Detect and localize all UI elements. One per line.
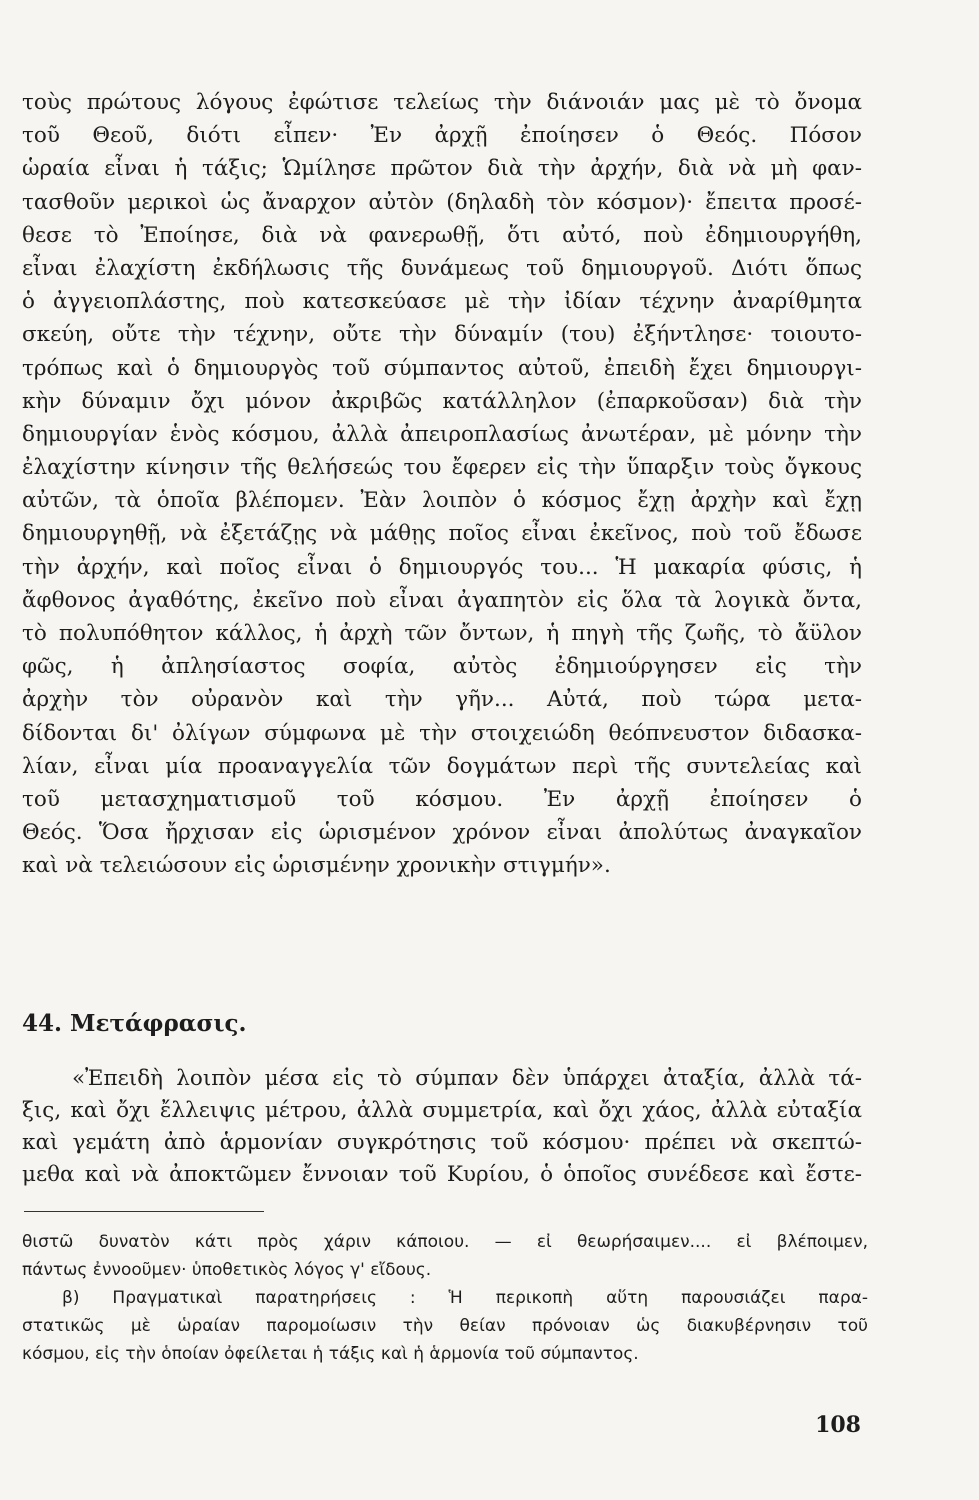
footnote-line: β) Πραγματικαὶ παρατηρήσεις : Ἡ περικοπὴ αὕτη παρουσιάζει παρα- [62,1288,868,1308]
text-line: ξις, καὶ ὄχι ἔλλειψις μέτρου, ἀλλὰ συμμετρία, καὶ ὄχι χάος, ἀλλὰ εὐταξία [22,1098,862,1123]
text-line: δημιουργηθῇ, νὰ ἐξετάζῃς νὰ μάθῃς ποῖος εἶναι ἐκεῖνος, ποὺ τοῦ ἔδωσε [22,521,862,547]
text-line: τὸ πολυπόθητον κάλλος, ἡ ἀρχὴ τῶν ὄντων, ἡ πηγὴ τῆς ζωῆς, τὸ ἄϋλον [22,621,862,646]
text-line: «Ἐπειδὴ λοιπὸν μέσα εἰς τὸ σύμπαν δὲν ὑπάρχει ἀταξία, ἀλλὰ τά- [72,1066,862,1091]
text-line: τὴν ἀρχήν, καὶ ποῖος εἶναι ὁ δημιουργός του... Ἡ μακαρία φύσις, ἡ [22,554,862,580]
text-line: Θεός. Ὅσα ἤρχισαν εἰς ὡρισμένον χρόνον εἶναι ἀπολύτως ἀναγκαῖον [22,820,862,846]
text-line: μεθα καὶ νὰ ἀποκτῶμεν ἔννοιαν τοῦ Κυρίου, ὁ ὁποῖος συνέδεσε καὶ ἔστε- [22,1162,862,1187]
text-line: καὶ νὰ τελειώσουν εἰς ὡρισμένην χρονικὴν στιγμήν». [22,853,611,879]
text-line: κὴν δύναμιν ὄχι μόνον ἀκριβῶς κατάλληλον (ἐπαρκοῦσαν) διὰ τὴν [22,388,862,414]
text-line: ὁ ἀγγειοπλάστης, ποὺ κατεσκεύασε μὲ τὴν ἰδίαν τέχνην ἀναρίθμητα [22,289,862,315]
footnote-line: κόσμου, εἰς τὴν ὁποίαν ὀφείλεται ἡ τάξις καὶ ἡ ἁρμονία τοῦ σύμπαντος. [22,1344,639,1364]
text-line: τοῦ Θεοῦ, διότι εἶπεν· Ἐν ἀρχῇ ἐποίησεν ὁ Θεός. Πόσον [22,123,862,149]
footnote-line: θιστῶ δυνατὸν κάτι πρὸς χάριν κάποιου. — εἰ θεωρήσαιμεν.... εἰ βλέποιμεν, [22,1232,868,1252]
text-line: εἶναι ἐλαχίστη ἐκδήλωσις τῆς δυνάμεως τοῦ δημιουργοῦ. Διότι ὅπως [22,255,862,281]
page-number: 108 [815,1412,861,1438]
text-line: δημιουργίαν ἑνὸς κόσμου, ἀλλὰ ἀπειροπλασίως ἀνωτέραν, μὲ μόνην τὴν [22,421,862,447]
translation-paragraph [22,1063,862,1191]
main-text-block [22,86,862,883]
text-line: φῶς, ἡ ἀπλησίαστος σοφία, αὐτὸς ἐδημιούργησεν εἰς τὴν [22,654,862,680]
text-line: τρόπως καὶ ὁ δημιουργὸς τοῦ σύμπαντος αὐτοῦ, ἐπειδὴ ἔχει δημιουργι- [22,355,862,381]
text-line: τοῦ μετασχηματισμοῦ τοῦ κόσμου. Ἐν ἀρχῇ ἐποίησεν ὁ [22,786,862,812]
text-line: ἀρχὴν τὸν οὐρανὸν καὶ τὴν γῆν... Αὐτά, ποὺ τώρα μετα- [22,687,862,713]
text-line: θεσε τὸ Ἐποίησε, διὰ νὰ φανερωθῇ, ὅτι αὐτό, ποὺ ἐδημιουργήθη, [22,222,862,248]
text-line: ἐλαχίστην κίνησιν τῆς θελήσεώς του ἔφερεν εἰς τὴν ὕπαρξιν τοὺς ὄγκους [22,455,862,481]
text-line: καὶ γεμάτη ἀπὸ ἁρμονίαν συγκρότησις τοῦ κόσμου· πρέπει νὰ σκεπτώ- [22,1130,862,1155]
footnote-line: πάντως ἐννοοῦμεν· ὑποθετικὸς λόγος γ' εἴδους. [22,1260,432,1280]
footnotes-block [22,1228,868,1368]
text-line: ἄφθονος ἀγαθότης, ἐκεῖνο ποὺ εἶναι ἀγαπητὸν εἰς ὅλα τὰ λογικὰ ὄντα, [22,587,862,613]
text-line: τασθοῦν μερικοὶ ὡς ἄναρχον αὐτὸν (δηλαδὴ τὸν κόσμον)· ἔπειτα προσέ- [22,189,862,215]
text-line: αὐτῶν, τὰ ὁποῖα βλέπομεν. Ἐὰν λοιπὸν ὁ κόσμος ἔχῃ ἀρχὴν καὶ ἔχῃ [22,488,862,514]
text-line: ὡραία εἶναι ἡ τάξις; Ὡμίλησε πρῶτον διὰ τὴν ἀρχήν, διὰ νὰ μὴ φαν- [22,156,862,182]
text-line: σκεύη, οὔτε τὴν τέχνην, οὔτε τὴν δύναμίν (του) ἐξήντλησε· τοιουτο- [22,322,862,348]
footnote-line: στατικῶς μὲ ὡραίαν παρομοίωσιν τὴν θείαν πρόνοιαν ὡς διακυβέρνησιν τοῦ [22,1316,868,1336]
text-line: λίαν, εἶναι μία προαναγγελία τῶν δογμάτων περὶ τῆς συντελείας καὶ [22,753,862,779]
footnote-divider [24,1211,264,1212]
text-line: τοὺς πρώτους λόγους ἐφώτισε τελείως τὴν διάνοιάν μας μὲ τὸ ὄνομα [22,90,862,115]
section-heading: 44. Μετάφρασις. [22,1010,247,1037]
text-line: δίδονται δι' ὀλίγων σύμφωνα μὲ τὴν στοιχειώδη θεόπνευστον διδασκα- [22,720,862,746]
